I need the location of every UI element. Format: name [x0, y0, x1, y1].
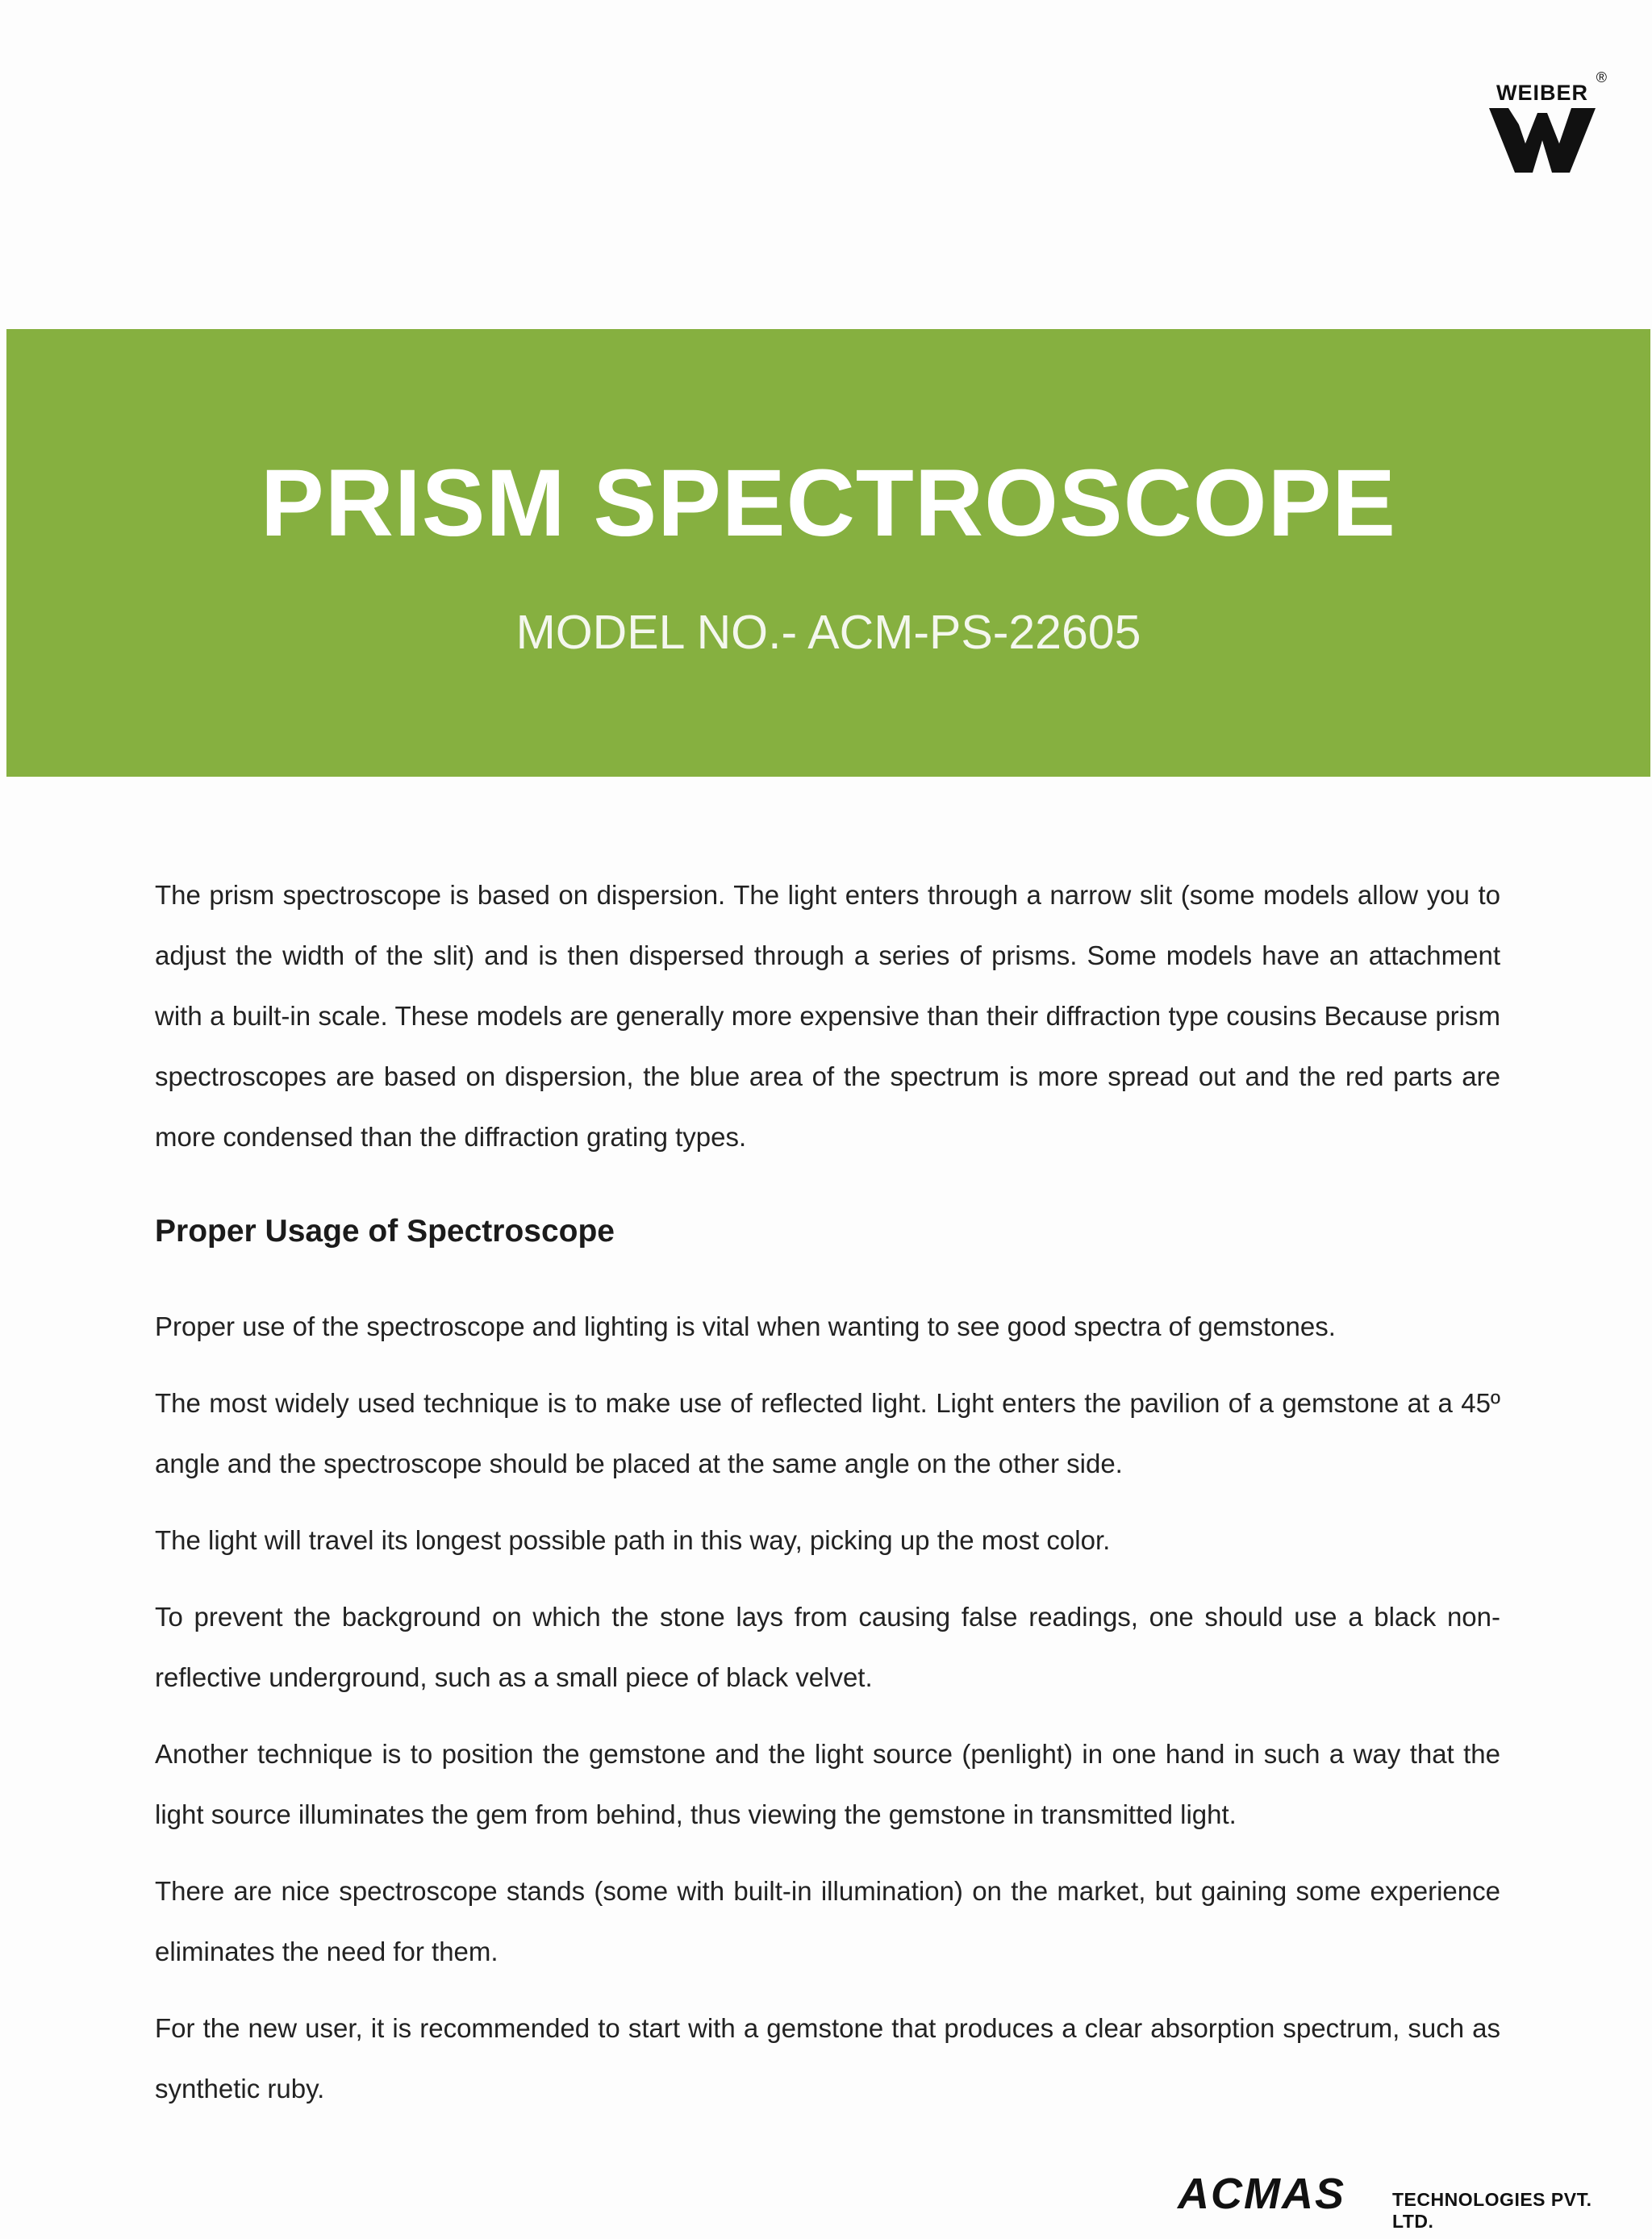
intro-paragraph: The prism spectroscope is based on dispersion. The light enters through a narrow slit (some models allow you to adjust the width of the slit) and is then dispersed through a series of prisms. Some models have an attachment with a built-in scale. These models are generally more expensive than their diffraction type cousins Because prism spectroscopes are based on dispersion, the blue area of the spectrum is more spread out and the red parts are more condensed than the diffraction grating types.	[155, 880, 1500, 1152]
usage-section	[155, 1296, 1500, 2119]
title-banner	[6, 329, 1650, 777]
acmas-logo: ACMAS	[1178, 2170, 1345, 2218]
weiber-wordmark: WEIBER	[1496, 81, 1588, 105]
usage-paragraph: Another technique is to position the gemstone and the light source (penlight) in one hand in such a way that the light source illuminates the gem from behind, thus viewing the gemstone in transmitted light.	[155, 1739, 1500, 1829]
section-heading: Proper Usage of Spectroscope	[155, 1214, 615, 1249]
usage-paragraph: The most widely used technique is to make use of reflected light. Light enters the pavilion of a gemstone at a 45º angle and the spectroscope should be placed at the same angle on the other side.	[155, 1388, 1500, 1478]
usage-paragraph: For the new user, it is recommended to start with a gemstone that produces a clear absorption spectrum, such as synthetic ruby.	[155, 2013, 1500, 2103]
usage-paragraph: Proper use of the spectroscope and lighting is vital when wanting to see good spectra of gemstones.	[155, 1311, 1336, 1341]
registered-mark: ®	[1596, 69, 1607, 85]
model-number: MODEL NO.- ACM-PS-22605	[515, 606, 1141, 659]
main-content	[155, 865, 1500, 2135]
company-suffix: TECHNOLOGIES PVT. LTD.	[1392, 2189, 1592, 2232]
usage-paragraph: To prevent the background on which the stone lays from causing false readings, one should use a black non-reflective underground, such as a small piece of black velvet.	[155, 1602, 1500, 1692]
weiber-w-icon	[1489, 108, 1596, 173]
footer-logo	[1178, 2170, 1613, 2232]
weiber-logo	[1478, 69, 1607, 176]
usage-paragraph: The light will travel its longest possible path in this way, picking up the most color.	[155, 1525, 1111, 1555]
usage-paragraph: There are nice spectroscope stands (some with built-in illumination) on the market, but gaining some experience eliminates the need for them.	[155, 1876, 1500, 1966]
page-title: PRISM SPECTROSCOPE	[260, 450, 1396, 557]
